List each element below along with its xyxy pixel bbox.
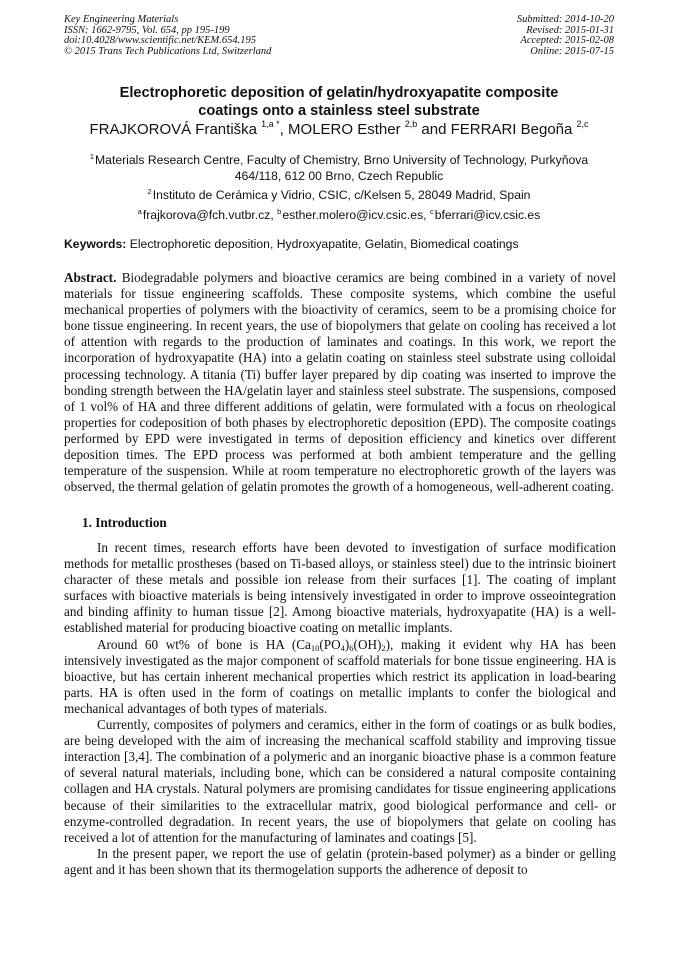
submission-dates bbox=[517, 15, 614, 57]
journal-name: Key Engineering Materials bbox=[64, 14, 179, 25]
author-1-name: FRAJKOROVÁ Františka bbox=[89, 121, 257, 138]
keywords-text: Electrophoretic deposition, Hydroxyapatite, Gelatin, Biomedical coatings bbox=[129, 237, 519, 251]
copyright-line: © 2015 Trans Tech Publications Ltd, Switzerland bbox=[64, 45, 272, 57]
author-3-affiliation-mark: 2,c bbox=[576, 119, 589, 129]
doi-line: doi:10.4028/www.scientific.net/KEM.654.195 bbox=[64, 35, 256, 47]
accepted-date: Accepted: 2015-02-08 bbox=[520, 35, 614, 47]
author-2-name: MOLERO Esther bbox=[288, 121, 401, 138]
intro-paragraph-1: In recent times, research efforts have been devoted to investigation of surface modification methods for metallic prostheses (based on Ti-based alloys, or stainless steel) due to the intrinsic bioinert character of these metals and possible ion release from their surfaces [1]. The coating of implant surfaces with bioactive materials is being intensively investigated in order to improve osseointegration and binding affinity to human tissue [2]. Among bioactive materials, hydroxyapatite (HA) is a well-established material for producing bioactive coating on metallic implants. bbox=[64, 540, 616, 636]
affiliation-1 bbox=[64, 152, 614, 184]
affiliation-1-mark: 1 bbox=[89, 152, 95, 161]
email-a[interactable]: frajkorova@fch.vutbr.cz, bbox=[142, 208, 274, 222]
author-connector: and bbox=[421, 121, 447, 138]
issn-line: ISSN: 1662-9795, Vol. 654, pp 195-199 bbox=[64, 24, 230, 36]
affiliation-1-line-2: 464/118, 612 00 Brno, Czech Republic bbox=[234, 169, 444, 183]
author-emails bbox=[64, 207, 614, 223]
affiliation-2-text: Instituto de Cerámica y Vidrio, CSIC, c/Kelsen 5, 28049 Madrid, Spain bbox=[152, 188, 531, 202]
email-b-mark: b bbox=[277, 207, 282, 216]
title-line-2: coatings onto a stainless steel substrate bbox=[198, 103, 480, 119]
title-line-1: Electrophoretic deposition of gelatin/hydroxyapatite composite bbox=[119, 85, 559, 101]
intro-paragraph-4: In the present paper, we report the use of gelatin (protein-based polymer) as a binder or gelling agent and it has been shown that its thermogelation supports the adherence of deposit to bbox=[64, 845, 616, 877]
author-3-name: FERRARI Begoña bbox=[450, 121, 573, 138]
author-list: FRAJKOROVÁ Františka $^{1,a *}$, MOLERO Esther $^{2,b}$ and FERRARI Begoña $^{2,c}$ bbox=[89, 119, 589, 138]
keywords bbox=[64, 236, 616, 252]
affiliation-1-line-1: Materials Research Centre, Faculty of Chemistry, Brno University of Technology, Purkyňova bbox=[95, 153, 589, 167]
abstract-label: Abstract. bbox=[64, 270, 117, 285]
revised-date: Revised: 2015-01-31 bbox=[526, 24, 614, 36]
intro-paragraph-3: Currently, composites of polymers and ceramics, either in the form of coatings or as bulk bodies, are being developed with the aim of increasing the mechanical scaffold stability and improving tissue interaction [3,4]. The combination of a polymeric and an inorganic bioactive phase is a common feature of several natural materials, including bone, which can be considered a natural composite containing collagen and HA crystals. Natural polymers are promising candidates for tissue engineering applications because of their similarities to the extracellular matrix, good biological performance and cell- or enzyme-controlled degradation. In recent years, the use of biopolymers that gelate on cooling has received a lot of attention for the manufacturing of laminates and coatings [5]. bbox=[64, 717, 616, 845]
abstract-text: Biodegradable polymers and bioactive ceramics are being combined in a variety of novel materials for tissue engineering scaffolds. These composite systems, which combine the useful mechanical properties of polymers with the bioactivity of ceramics, seem to be a promising choice for bone tissue engineering. In recent years, the use of biopolymers that gelate on cooling has received a lot of attention with regards to the production of laminates and coatings. In this work, we report the incorporation of hydroxyapatite (HA) into a gelatin coating on stainless steel substrate using colloidal processing technology. A titania (Ti) buffer layer prepared by dip coating was inserted to improve the bonding strength between the HA/gelatin layer and stainless steel substrate. The suspensions, composed of 1 vol% of HA and three different additions of gelatin, were formulated with a focus on rheological properties for codeposition of both phases by electrophoretic deposition (EPD). The composite coatings performed by EPD were investigated in terms of deposition efficiency and kinetics over different deposition times. The EPD process was performed at both ambient temperature and the gelling temperature of the suspension. While at room temperature no electrophoretic growth of the layers was observed, the thermal gelation of gelatin promotes the growth of a homogeneous, well-adherent coating. bbox=[64, 270, 616, 495]
email-c[interactable]: bferrari@icv.csic.es bbox=[434, 208, 541, 222]
author-2-affiliation-mark: 2,b bbox=[404, 119, 418, 129]
introduction-body bbox=[64, 540, 616, 878]
intro-paragraph-2: Around 60 wt% of bone is HA $(Ca_{10}(PO_4)_6(OH)_2)$, making it evident why HA has been intensively investigated as the major component of scaffold materials for bone tissue engineering. HA is bioactive, but has certain inherent mechanical properties which restrict its application in load-bearing parts. HA is often used in the form of coatings on metallic implants to confer the biological and mechanical advantages of both types of materials. bbox=[64, 636, 616, 716]
keywords-label: Keywords: bbox=[64, 237, 127, 251]
email-a-mark: a bbox=[137, 207, 142, 216]
author-1-affiliation-mark: 1,a * bbox=[261, 119, 280, 129]
journal-info bbox=[64, 15, 271, 57]
paper-title bbox=[64, 84, 614, 120]
email-c-mark: c bbox=[429, 207, 434, 216]
section-heading-introduction: 1. Introduction bbox=[82, 515, 167, 530]
submitted-date: Submitted: 2014-10-20 bbox=[516, 14, 614, 25]
affiliation-2 bbox=[64, 187, 614, 203]
email-b[interactable]: esther.molero@icv.csic.es, bbox=[282, 208, 427, 222]
affiliation-2-mark: 2 bbox=[147, 187, 152, 196]
abstract bbox=[64, 270, 616, 495]
online-date: Online: 2015-07-15 bbox=[530, 45, 614, 57]
